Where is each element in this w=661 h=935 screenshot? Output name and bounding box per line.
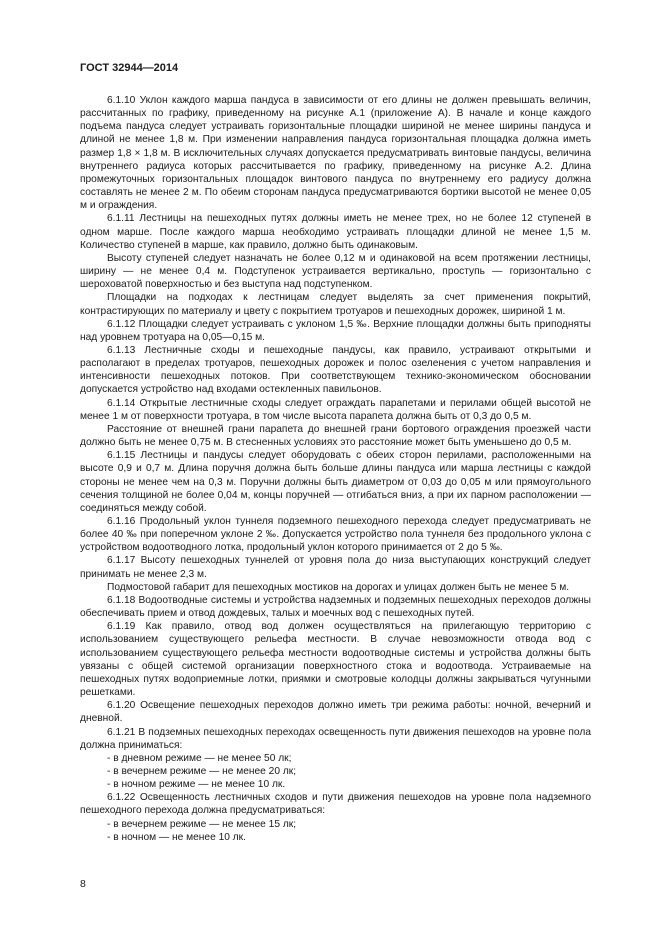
paragraph: Высоту ступеней следует назначать не более 0,12 м и одинаковой на всем протяжении лестницы, ширину — не менее 0,4 м. Подступенок устраивается вертикально, проступь — горизонтально с шероховатой поверхностью и без выступа над подступенком. <box>80 252 591 291</box>
paragraph: Подмостовой габарит для пешеходных мостиков на дорогах и улицах должен быть не менее 5 м. <box>107 581 570 593</box>
paragraph: 6.1.21 В подземных пешеходных переходах освещенность пути движения пешеходов на уровне пола должна приниматься: <box>80 726 591 751</box>
paragraph: Площадки на подходах к лестницам следует выделять за счет применения покрытий, контрастирующих по материалу и цвету с покрытием тротуаров и пешеходных дорожек, шириной 1 м. <box>80 292 591 317</box>
list-item: - в ночном режиме — не менее 10 лк. <box>107 779 286 791</box>
paragraph: 6.1.19 Как правило, отвод вод должен осуществляться на прилегающую территорию с использованием существующего рельефа местности. В случае невозможности отвода вод с использованием существующего рельефа местности водоотводные системы и устройства должны быть увязаны с общей системой организации поверхностного стока и водоотвода. Устраиваемые на пешеходных путях водоприемные лотки, приямки и смотровые колодцы должны закрываться чугунными решетками. <box>80 621 591 699</box>
paragraph: Расстояние от внешней грани парапета до внешней грани бортового ограждения проезжей части должно быть не менее 0,75 м. В стесненных условиях это расстояние может быть уменьшено до 0,5 м. <box>80 423 591 449</box>
paragraph: 6.1.14 Открытые лестничные сходы следует ограждать парапетами и перилами общей высотой не менее 1 м от поверхности тротуара, в том числе высота парапета должна быть от 0,3 до 0,5 м. <box>80 397 591 422</box>
paragraph: 6.1.22 Освещенность лестничных сходов и пути движения пешеходов на уровне пола надземного пешеходного перехода должна предусматриваться: <box>80 792 591 817</box>
paragraph: 6.1.11 Лестницы на пешеходных путях должны иметь не менее трех, но не более 12 ступеней в одном марше. После каждого марша необходимо устраивать площадки длиной не менее 1,5 м. Количество ступеней в марше, как правило, должно быть одинаковым. <box>80 213 591 251</box>
list-item: - в дневном режиме — не менее 50 лк; <box>107 752 292 764</box>
paragraph: 6.1.20 Освещение пешеходных переходов должно иметь три режима работы: ночной, вечерний и дневной. <box>80 700 591 725</box>
paragraph: 6.1.12 Площадки следует устраивать с уклоном 1,5 ‰. Верхние площадки должны быть приподняты над уровнем тротуара на 0,05—0,15 м. <box>80 318 591 343</box>
list-item: - в вечернем режиме — не менее 15 лк; <box>107 818 297 830</box>
paragraph: 6.1.10 Уклон каждого марша пандуса в зависимости от его длины не должен превышать величин, рассчитанных по графику, приведенному на рисунке А.1 (приложение А). В начале и конце каждого подъема пандуса следует устраивать горизонтальные площадки шириной не менее ширины пандуса и длиной не менее 1,8 м. При изменении направления пандуса горизонтальная площадка должна иметь размер 1,8 × 1,8 м. В исключительных случаях допускается предусматривать винтовые пандусы, величина внутреннего радиуса которых рассчитывается по графику, приведенному на рисунке А.2. Длина промежуточных горизонтальных площадок винтового пандуса по внутреннему его радиусу должна составлять не менее 2 м. По обеим сторонам пандуса предусматриваются бортики высотой не менее 0,05 м и ограждения. <box>80 95 591 212</box>
illuminance-list-underground <box>80 752 591 791</box>
document-body <box>80 94 591 844</box>
page-number: 8 <box>80 878 86 890</box>
paragraph: 6.1.18 Водоотводные системы и устройства надземных и подземных пешеходных переходов должны обеспечивать прием и отвод дождевых, талых и моечных вод с пешеходных путей. <box>80 594 591 620</box>
illuminance-list-overground <box>80 818 591 844</box>
paragraph: 6.1.13 Лестничные сходы и пешеходные пандусы, как правило, устраивают открытыми и располагают в пределах тротуаров, пешеходных дорожек и полос озеленения с учетом направления и интенсивности пешеходных потоков. При соответствующем технико-экономическом обосновании допускается устройство над входами остекленных павильонов. <box>80 344 591 396</box>
list-item: - в вечернем режиме — не менее 20 лк; <box>107 765 297 777</box>
document-code: ГОСТ 32944—2014 <box>80 62 179 74</box>
paragraph: 6.1.16 Продольный уклон туннеля подземного пешеходного перехода следует предусматривать не более 40 ‰ при поперечном уклоне 2 ‰. Допускается устройство пола туннеля без продольного уклона с устройством водоотводного лотка, продольный уклон которого принимается от 2 до 5 ‰. <box>80 516 591 554</box>
paragraph: 6.1.17 Высоту пешеходных туннелей от уровня пола до низа выступающих конструкций следует принимать не менее 2,3 м. <box>80 555 591 580</box>
list-item: - в ночном — не менее 10 лк. <box>107 831 246 843</box>
paragraph: 6.1.15 Лестницы и пандусы следует оборудовать с обеих сторон перилами, расположенными на высоте 0,9 и 0,7 м. Длина поручня должна быть больше длины пандуса или марша лестницы с каждой стороны не менее чем на 0,3 м. Поручни должны быть диаметром от 0,03 до 0,05 м или прямоугольного сечения толщиной не более 0,04 м, концы поручней — отгибаться вниз, а при их парном расположении — соединяться между собой. <box>80 450 591 514</box>
